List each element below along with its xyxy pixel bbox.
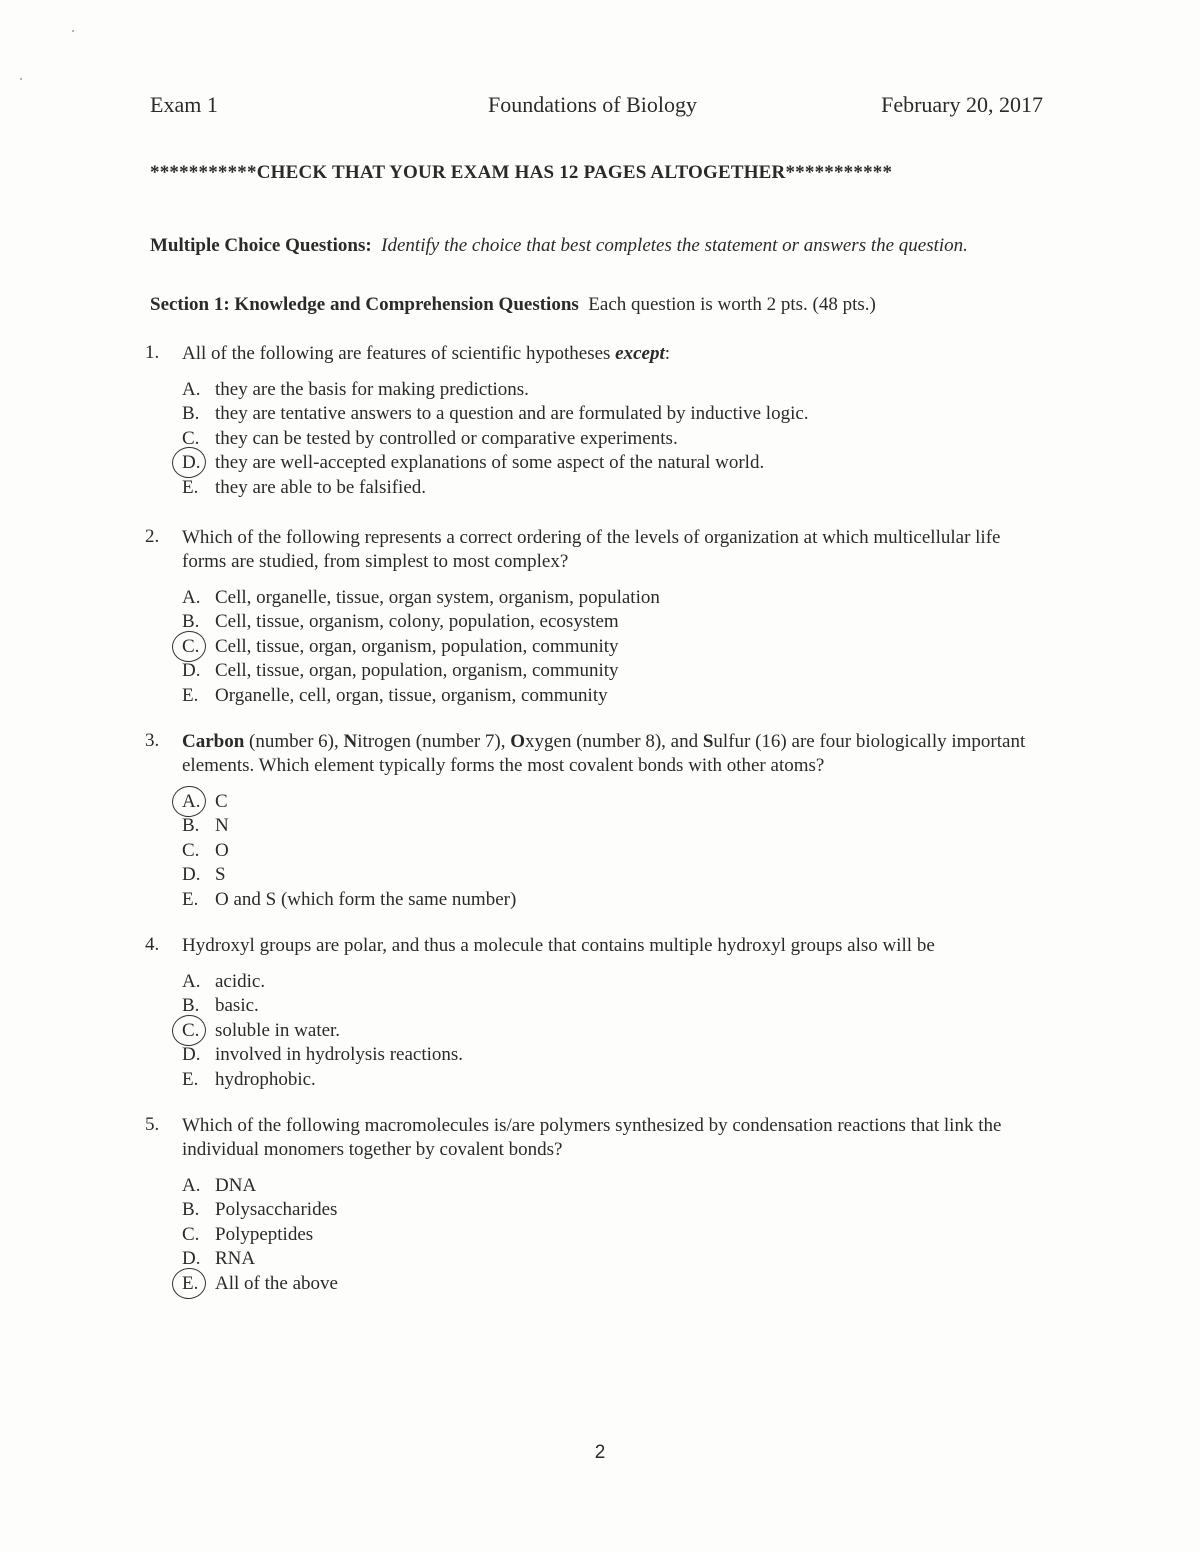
answer-option [182,610,1027,634]
element-initial: N [343,731,358,752]
element-initial: Carbon [182,731,245,752]
option-text: Cell, tissue, organ, organism, population, community [215,635,619,657]
option-letter: A. [182,791,201,812]
answer-option [182,888,1027,912]
option-letter: C. [182,427,200,449]
answer-option [182,635,1027,659]
option-text: Polypeptides [215,1223,314,1245]
question-number: 3. [145,730,160,751]
option-text: All of the above [215,1272,338,1294]
option-text: they can be tested by controlled or comparative experiments. [215,427,678,449]
option-text: hydrophobic. [215,1068,316,1090]
question-text: Hydroxyl groups are polar, and thus a molecule that contains multiple hydroxyl groups also will be [182,935,935,956]
answer-option [182,451,1027,475]
exam-label: Exam 1 [150,92,218,117]
answer-option [182,586,1027,610]
answer-option [182,1174,1027,1198]
instructions-label: Multiple Choice Questions: [150,235,372,256]
question-number: 5. [145,1114,160,1135]
answer-option [182,814,1027,838]
answer-options [182,378,1027,500]
option-text: C [215,791,228,812]
option-text: DNA [215,1175,257,1196]
page-number: 2 [594,1442,606,1463]
option-letter: A. [182,971,201,992]
option-text: they are the basis for making predictions. [215,379,529,400]
option-text: they are able to be falsified. [215,476,427,498]
option-text: S [215,864,226,886]
option-text: RNA [215,1248,256,1270]
option-text: involved in hydrolysis reactions. [215,1044,464,1066]
option-letter: B. [182,1199,200,1221]
option-letter: C. [182,839,200,861]
element-initial: O [510,731,526,752]
page-count-notice: ***********CHECK THAT YOUR EXAM HAS 12 PAGES ALTOGETHER*********** [150,162,893,183]
option-letter: D. [182,1044,201,1066]
option-letter: A. [182,587,201,608]
answer-option [182,790,1027,814]
option-text: Organelle, cell, organ, tissue, organism, community [215,684,608,706]
option-text: Cell, tissue, organ, population, organism, community [215,660,619,682]
answer-option [182,1043,1027,1067]
option-text: O and S (which form the same number) [215,888,517,910]
section-detail: Each question is worth 2 pts. (48 pts.) [588,294,876,315]
option-text: Polysaccharides [215,1199,338,1221]
question-text-part: ulfur (16) are four biologically important elements. Which element typically forms the most covalent bonds with other atoms? [182,731,1026,776]
course-title: Foundations of Biology [488,92,698,117]
answer-option [182,994,1027,1018]
question-number: 2. [145,526,160,547]
answer-option [182,970,1027,994]
question-text-part: (number 6), [244,731,344,752]
option-letter: B. [182,611,200,633]
option-letter: B. [182,995,200,1017]
exam-date: February 20, 2017 [881,92,1043,117]
option-text: soluble in water. [215,1019,341,1041]
option-letter: E. [182,684,199,706]
answer-option [182,839,1027,863]
option-letter: D. [182,452,201,474]
option-text: N [215,815,229,837]
scan-speck [20,78,22,80]
option-letter: C. [182,1223,200,1245]
answer-option [182,659,1027,683]
option-letter: B. [182,403,200,425]
answer-options [182,790,1027,912]
scan-speck [72,30,74,32]
question-text [182,730,1027,778]
answer-option [182,378,1027,402]
answer-option [182,863,1027,887]
option-text: acidic. [215,971,266,992]
option-letter: B. [182,815,200,837]
option-text: basic. [215,995,259,1017]
page-header [150,92,1043,124]
answer-option [182,402,1027,426]
option-letter: E. [182,476,199,498]
answer-option [182,476,1027,500]
option-letter: E. [182,1068,199,1090]
option-letter: C. [182,635,200,657]
question-emphasis: except [615,343,665,364]
instructions-text: Identify the choice that best completes the statement or answers the question. [381,235,968,256]
option-text: Cell, organelle, tissue, organ system, organism, population [215,587,660,608]
answer-option [182,1068,1027,1092]
option-letter: E. [182,1272,199,1294]
instructions [150,234,1010,258]
answer-options [182,1174,1027,1296]
option-letter: D. [182,1248,201,1270]
option-letter: A. [182,379,201,400]
option-letter: E. [182,888,199,910]
option-text: Cell, tissue, organism, colony, population, ecosystem [215,611,619,633]
question-text-part: xygen (number 8), and [525,731,703,752]
question-text-part: itrogen (number 7), [357,731,511,752]
question-number: 4. [145,934,160,955]
option-letter: A. [182,1175,201,1196]
element-initial: S [702,731,714,752]
answer-option [182,1272,1027,1296]
section-title: Section 1: Knowledge and Comprehension Questions [150,294,579,315]
question-number: 1. [145,342,160,363]
answer-option [182,1019,1027,1043]
answer-options [182,970,1027,1092]
option-letter: C. [182,1019,200,1041]
section-heading [150,293,1030,317]
option-text: they are tentative answers to a question and are formulated by inductive logic. [215,403,809,425]
option-text: O [215,839,229,861]
option-letter: D. [182,864,201,886]
answer-option [182,1247,1027,1271]
option-text: they are well-accepted explanations of some aspect of the natural world. [215,452,765,474]
answer-option [182,1223,1027,1247]
answer-option [182,684,1027,708]
answer-option [182,427,1027,451]
option-letter: D. [182,660,201,682]
answer-options [182,586,1027,708]
question-text: Which of the following macromolecules is/are polymers synthesized by condensation reactions that link the individual monomers together by covalent bonds? [182,1115,1002,1160]
answer-option [182,1198,1027,1222]
question-text: All of the following are features of scientific hypotheses except: [182,343,671,364]
question-text: Which of the following represents a correct ordering of the levels of organization at which multicellular life forms are studied, from simplest to most complex? [182,527,1001,572]
